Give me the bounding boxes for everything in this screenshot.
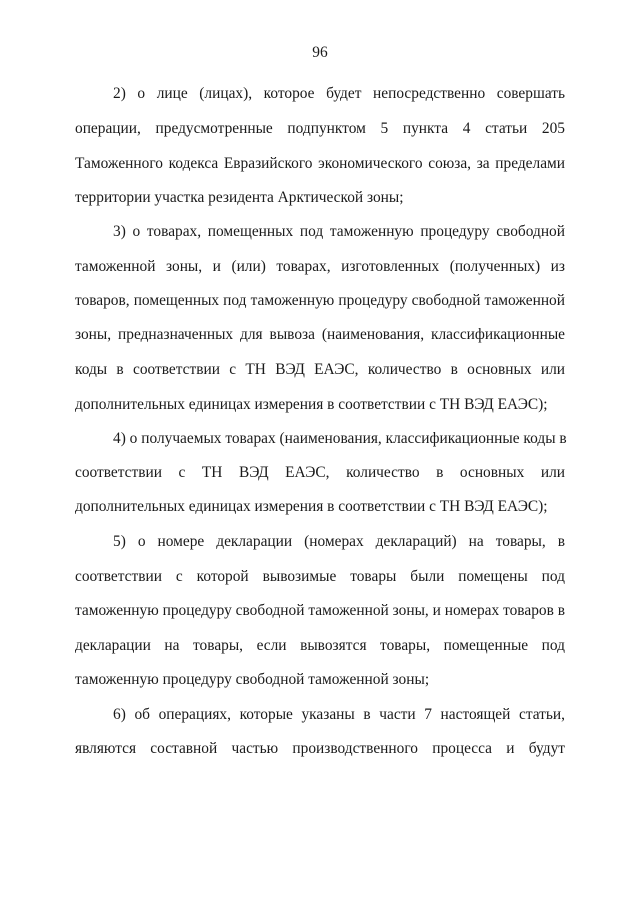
paragraph-4-line-3: таможенную процедуру свободной таможенной зоны, и номерах товаров в	[75, 602, 565, 619]
paragraph-4-line-5: таможенную процедуру свободной таможенной зоны;	[75, 671, 430, 688]
paragraph-3-line-3: дополнительных единицах измерения в соответствии с ТН ВЭД ЕАЭС);	[75, 498, 548, 515]
paragraph-3-line-1: 4) о получаемых товарах (наименования, классификационные коды в	[113, 430, 567, 447]
paragraph-1-line-3: Таможенного кодекса Евразийского экономического союза, за пределами	[75, 155, 565, 172]
paragraph-4-line-2: соответствии с которой вывозимые товары были помещены под	[75, 568, 565, 585]
paragraph-4-line-1: 5) о номере декларации (номерах деклараций) на товары, в	[113, 533, 565, 550]
paragraph-1-line-1: 2) о лице (лицах), которое будет непосредственно совершать	[113, 85, 565, 102]
paragraph-5-line-2: являются составной частью производственного процесса и будут	[75, 740, 565, 757]
paragraph-1-line-2: операции, предусмотренные подпунктом 5 пункта 4 статьи 205	[75, 120, 565, 137]
paragraph-4-line-4: декларации на товары, если вывозятся товары, помещенные под	[75, 637, 565, 654]
paragraph-1-line-4: территории участка резидента Арктической зоны;	[75, 189, 404, 206]
paragraph-5-line-1: 6) об операциях, которые указаны в части 7 настоящей статьи,	[113, 706, 565, 723]
paragraph-2-line-2: таможенной зоны, и (или) товарах, изготовленных (полученных) из	[75, 258, 565, 275]
page-number: 96	[312, 44, 328, 61]
paragraph-2-line-1: 3) о товарах, помещенных под таможенную процедуру свободной	[113, 223, 565, 240]
paragraph-2-line-3: товаров, помещенных под таможенную процедуру свободной таможенной	[75, 292, 565, 309]
paragraph-2-line-4: зоны, предназначенных для вывоза (наименования, классификационные	[75, 326, 565, 343]
paragraph-2-line-6: дополнительных единицах измерения в соответствии с ТН ВЭД ЕАЭС);	[75, 396, 548, 413]
paragraph-2-line-5: коды в соответствии с ТН ВЭД ЕАЭС, количество в основных или	[75, 361, 565, 378]
paragraph-3-line-2: соответствии с ТН ВЭД ЕАЭС, количество в основных или	[75, 464, 565, 481]
